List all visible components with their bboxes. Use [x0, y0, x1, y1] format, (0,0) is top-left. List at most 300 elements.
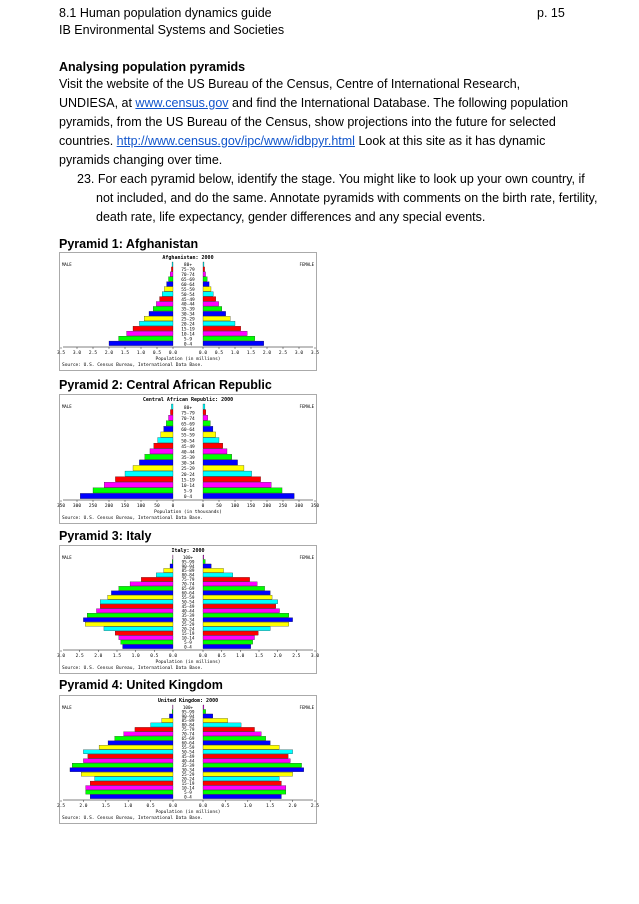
age-label: 35-39 [181, 613, 195, 619]
x-tick-label: 2.5 [310, 804, 320, 809]
age-label: 95-99 [181, 560, 195, 566]
pyramid-svg [56, 696, 320, 823]
task-number: 23. [77, 172, 95, 186]
age-label: 50-54 [181, 600, 195, 606]
female-bar [203, 618, 293, 622]
male-bar [135, 727, 173, 731]
female-bar [203, 292, 213, 297]
male-bar [170, 564, 173, 568]
x-tick-label: 3.0 [294, 351, 304, 356]
x-tick-label: 1.0 [230, 351, 240, 356]
age-label: 65-69 [181, 587, 195, 593]
male-bar [162, 292, 173, 297]
x-tick-label: 0 [171, 504, 175, 509]
male-bar [121, 640, 173, 644]
x-tick-label: 0.0 [198, 654, 208, 659]
chart-source: Source: U.S. Census Bureau, International Data Base. [62, 363, 203, 368]
male-bar [85, 622, 173, 626]
female-bar [203, 482, 271, 487]
x-tick-label: 200 [262, 504, 272, 509]
male-bar [169, 415, 173, 420]
age-label: 30-34 [181, 768, 195, 774]
chart-title: Afghanistan: 2000 [162, 255, 214, 261]
age-label: 10-14 [181, 483, 195, 489]
male-label: MALE [62, 262, 72, 267]
female-bar [203, 790, 286, 794]
header-title: 8.1 Human population dynamics guide [59, 6, 272, 20]
x-tick-label: 1.5 [112, 654, 122, 659]
male-bar [167, 282, 173, 287]
age-label: 20-24 [181, 322, 195, 328]
x-tick-label: 1.5 [254, 654, 264, 659]
male-bar [172, 709, 173, 713]
male-bar [171, 267, 173, 272]
female-bar [203, 613, 289, 617]
male-bar [90, 795, 173, 799]
female-bar [203, 564, 211, 568]
intro-text-2: and find the International Database. The following population pyramids, from the US Bureau of the Census, show projections into the future for selected countries. [59, 96, 569, 148]
pyramid-chart-united-kingdom [56, 695, 320, 824]
pyramid-svg [56, 395, 320, 523]
age-label: 95-99 [181, 710, 195, 716]
idbpyr-link[interactable]: http://www.census.gov/ipc/www/idbpyr.html [116, 134, 355, 148]
female-bar [203, 568, 224, 572]
x-axis-label: Population (in thousands) [154, 510, 222, 515]
x-tick-label: 300 [72, 504, 82, 509]
age-label: 50-54 [181, 439, 195, 445]
male-bar [115, 736, 173, 740]
x-tick-label: 2.5 [88, 351, 98, 356]
male-bar [72, 763, 173, 767]
male-bar [115, 631, 173, 635]
male-bar [70, 768, 173, 772]
female-bar [203, 438, 219, 443]
age-label: 65-69 [181, 737, 195, 743]
male-bar [86, 786, 173, 790]
x-axis-label: Population (in millions) [155, 357, 221, 362]
age-label: 30-34 [181, 312, 195, 318]
x-tick-label: 1.5 [120, 351, 130, 356]
female-bar [203, 432, 216, 437]
female-bar [203, 777, 279, 781]
x-tick-label: 0.5 [214, 351, 224, 356]
age-label: 5-9 [183, 489, 193, 495]
female-bar [203, 488, 282, 493]
female-bar [203, 415, 208, 420]
x-tick-label: 100 [136, 504, 146, 509]
female-bar [203, 727, 255, 731]
male-bar [160, 297, 173, 302]
female-bar [203, 745, 279, 749]
age-label: 55-59 [181, 596, 195, 602]
x-tick-label: 0.5 [221, 804, 230, 809]
female-bar [203, 631, 258, 635]
age-label: 25-29 [181, 772, 195, 778]
female-bar [203, 600, 278, 604]
male-bar [144, 316, 173, 321]
age-label: 0-4 [183, 495, 193, 501]
female-bar [203, 754, 288, 758]
male-bar [154, 443, 173, 448]
age-label: 25-29 [181, 317, 195, 323]
male-bar [145, 454, 173, 459]
male-bar [156, 302, 173, 307]
age-label: 100+ [182, 555, 194, 561]
female-bar [203, 781, 281, 785]
male-bar [83, 750, 173, 754]
x-tick-label: 0.5 [150, 654, 159, 659]
female-bar [203, 454, 232, 459]
male-bar [141, 577, 173, 581]
x-tick-label: 2.5 [75, 654, 84, 659]
age-label: 80-84 [181, 723, 195, 729]
chart-title: United Kingdom: 2000 [157, 698, 219, 704]
female-bar [203, 262, 204, 267]
female-bar [203, 426, 213, 431]
female-bar [203, 591, 270, 595]
age-label: 75-79 [181, 268, 195, 274]
x-tick-label: 2.5 [292, 654, 301, 659]
intro-text-1: Visit the website of the US Bureau of the Census, Centre of International Research, UNDIESA, at [59, 77, 521, 110]
x-tick-label: 150 [246, 504, 256, 509]
female-bar [203, 786, 286, 790]
chart-source: Source: U.S. Census Bureau, International Data Base. [62, 666, 203, 671]
female-bar [203, 493, 294, 498]
x-axis-label: Population (in millions) [155, 660, 221, 665]
male-bar [156, 573, 173, 577]
x-tick-label: 0.0 [168, 804, 178, 809]
male-bar [80, 493, 173, 498]
age-label: 55-59 [181, 433, 195, 439]
x-tick-label: 250 [88, 504, 98, 509]
male-bar [95, 777, 173, 781]
male-bar [127, 331, 173, 336]
age-label: 10-14 [181, 786, 195, 792]
x-tick-label: 50 [154, 504, 160, 509]
male-bar [166, 421, 173, 426]
age-label: 35-39 [181, 307, 195, 313]
x-tick-label: 100 [230, 504, 240, 509]
male-bar [124, 732, 173, 736]
female-bar [203, 577, 250, 581]
male-bar [104, 482, 173, 487]
x-tick-label: 3.0 [56, 654, 66, 659]
male-bar [90, 781, 173, 785]
x-tick-label: 3.5 [56, 351, 66, 356]
x-tick-label: 1.0 [131, 654, 140, 659]
x-tick-label: 50 [216, 504, 222, 509]
x-tick-label: 0.5 [217, 654, 226, 659]
pyramid-chart-central-african-republic [56, 394, 320, 524]
female-bar [203, 609, 280, 613]
age-label: 80-84 [181, 573, 195, 579]
age-label: 75-79 [181, 578, 195, 584]
age-label: 15-19 [181, 327, 195, 333]
male-bar [164, 287, 173, 292]
female-bar [203, 443, 223, 448]
age-label: 5-9 [184, 790, 192, 796]
female-bar [203, 297, 216, 302]
male-label: MALE [62, 705, 72, 710]
age-label: 20-24 [181, 472, 195, 478]
male-bar [100, 604, 173, 608]
chart-source: Source: U.S. Census Bureau, International Data Base. [62, 516, 203, 521]
age-label: 30-34 [181, 618, 195, 624]
age-label: 20-24 [181, 777, 195, 783]
chart-title: Central African Republic: 2000 [142, 397, 234, 403]
x-tick-label: 2.5 [278, 351, 288, 356]
female-bar [203, 465, 244, 470]
age-label: 5-9 [184, 640, 192, 646]
female-bar [203, 604, 276, 608]
age-label: 55-59 [181, 287, 195, 293]
x-tick-label: 0.0 [198, 351, 208, 356]
female-bar [203, 421, 210, 426]
female-label: FEMALE [299, 555, 314, 560]
female-bar [203, 768, 304, 772]
section-heading: Analysing population pyramids [59, 60, 246, 74]
pyramid-svg [56, 546, 320, 673]
female-bar [203, 341, 264, 346]
x-tick-label: 2.0 [288, 804, 297, 809]
female-bar [203, 750, 293, 754]
male-bar [170, 272, 173, 277]
male-bar [125, 471, 173, 476]
male-bar [153, 306, 173, 311]
male-bar [161, 432, 173, 437]
male-bar [170, 410, 173, 415]
age-label: 90-94 [181, 714, 195, 720]
x-tick-label: 2.5 [56, 804, 66, 809]
age-label: 40-44 [181, 609, 195, 615]
page-number: p. 15 [537, 6, 565, 20]
age-label: 40-44 [181, 450, 195, 456]
male-bar [108, 595, 173, 599]
female-bar [203, 477, 261, 482]
age-label: 35-39 [181, 763, 195, 769]
female-bar [203, 582, 257, 586]
intro-paragraph [59, 75, 579, 170]
task-text: For each pyramid below, identify the stage. You might like to look up your own country, if not included, and do the same. Annotate pyramids with comments on the birth rate, fertility, death rate, life expectancy, gender differences and any special events. [96, 172, 598, 224]
x-tick-label: 250 [278, 504, 288, 509]
x-tick-label: 1.0 [236, 654, 245, 659]
female-bar [203, 336, 255, 341]
age-label: 45-49 [181, 297, 195, 303]
x-tick-label: 1.0 [136, 351, 146, 356]
x-tick-label: 0.0 [168, 654, 178, 659]
x-tick-label: 200 [104, 504, 114, 509]
female-bar [203, 277, 207, 282]
female-bar [203, 555, 204, 559]
task-item [77, 170, 601, 227]
age-label: 65-69 [181, 422, 195, 428]
female-bar [203, 404, 205, 409]
x-tick-label: 0 [201, 504, 205, 509]
male-bar [96, 609, 173, 613]
male-bar [119, 586, 173, 590]
age-label: 25-29 [181, 622, 195, 628]
pyramid-chart-afghanistan [56, 252, 320, 371]
age-label: 40-44 [181, 302, 195, 308]
x-tick-label: 1.0 [243, 804, 252, 809]
male-label: MALE [62, 555, 72, 560]
female-bar [203, 709, 206, 713]
male-bar [171, 404, 173, 409]
female-bar [203, 645, 251, 649]
female-bar [203, 640, 253, 644]
x-tick-label: 2.0 [262, 351, 272, 356]
female-bar [203, 306, 222, 311]
male-bar [169, 714, 173, 718]
age-label: 60-64 [181, 282, 195, 288]
male-bar [83, 759, 173, 763]
pyramid-heading-1: Pyramid 1: Afghanistan [59, 237, 199, 251]
female-bar [203, 460, 238, 465]
female-label: FEMALE [299, 404, 314, 409]
female-bar [203, 723, 241, 727]
age-label: 30-34 [181, 461, 195, 467]
female-bar [203, 741, 270, 745]
x-tick-label: 2.0 [104, 351, 114, 356]
header-subtitle: IB Environmental Systems and Societies [59, 23, 285, 37]
x-tick-label: 0.0 [168, 351, 178, 356]
chart-source: Source: U.S. Census Bureau, International Data Base. [62, 816, 203, 821]
age-label: 40-44 [181, 759, 195, 765]
male-bar [88, 754, 173, 758]
chart-title: Italy: 2000 [171, 548, 205, 554]
female-bar [203, 732, 261, 736]
female-bar [203, 718, 228, 722]
pyramid-heading-4: Pyramid 4: United Kingdom [59, 678, 223, 692]
male-bar [162, 718, 173, 722]
age-label: 0-4 [183, 342, 193, 348]
male-bar [151, 723, 173, 727]
female-bar [203, 595, 272, 599]
male-bar [93, 488, 173, 493]
age-label: 55-59 [181, 746, 195, 752]
age-label: 35-39 [181, 456, 195, 462]
x-tick-label: 1.5 [101, 804, 110, 809]
male-bar [99, 745, 173, 749]
male-bar [172, 262, 173, 267]
x-tick-label: 2.0 [94, 654, 103, 659]
age-label: 45-49 [181, 605, 195, 611]
female-bar [203, 302, 219, 307]
female-bar [203, 636, 255, 640]
male-bar [83, 618, 173, 622]
x-tick-label: 0.0 [198, 804, 208, 809]
male-bar [119, 636, 173, 640]
x-tick-label: 3.5 [310, 351, 320, 356]
male-bar [81, 772, 173, 776]
x-tick-label: 0.5 [152, 351, 162, 356]
male-bar [130, 582, 173, 586]
female-bar [203, 622, 289, 626]
male-label: MALE [62, 404, 72, 409]
female-bar [203, 311, 226, 316]
x-tick-label: 300 [294, 504, 304, 509]
male-bar [169, 277, 173, 282]
female-bar [203, 559, 205, 563]
female-bar [203, 326, 241, 331]
age-label: 15-19 [181, 478, 195, 484]
census-link[interactable]: www.census.gov [135, 96, 229, 110]
age-label: 60-64 [181, 591, 195, 597]
x-tick-label: 1.5 [266, 804, 275, 809]
female-bar [203, 763, 302, 767]
x-axis-label: Population (in millions) [155, 810, 221, 815]
female-bar [203, 627, 270, 631]
female-label: FEMALE [299, 262, 314, 267]
male-bar [123, 645, 173, 649]
male-bar [149, 311, 173, 316]
age-label: 60-64 [181, 428, 195, 434]
age-label: 85-89 [181, 719, 195, 725]
x-tick-label: 2.0 [79, 804, 88, 809]
female-bar [203, 795, 281, 799]
male-bar [111, 591, 173, 595]
male-bar [108, 741, 173, 745]
male-bar [158, 438, 173, 443]
male-bar [133, 465, 173, 470]
female-bar [203, 267, 205, 272]
pyramid-svg [56, 253, 320, 370]
female-label: FEMALE [299, 705, 314, 710]
age-label: 80+ [183, 405, 193, 411]
female-bar [203, 586, 265, 590]
x-tick-label: 350 [56, 504, 66, 509]
female-bar [203, 331, 247, 336]
x-tick-label: 3.0 [310, 654, 320, 659]
female-bar [203, 410, 206, 415]
age-label: 50-54 [181, 750, 195, 756]
female-bar [203, 736, 266, 740]
age-label: 65-69 [181, 278, 195, 284]
female-bar [203, 573, 233, 577]
age-label: 10-14 [181, 332, 195, 338]
age-label: 75-79 [181, 411, 195, 417]
x-tick-label: 1.5 [246, 351, 256, 356]
male-bar [139, 460, 173, 465]
female-bar [203, 272, 206, 277]
age-label: 25-29 [181, 467, 195, 473]
male-bar [172, 559, 173, 563]
female-bar [203, 759, 290, 763]
pyramid-heading-2: Pyramid 2: Central African Republic [59, 378, 272, 392]
age-label: 70-74 [181, 732, 195, 738]
age-label: 75-79 [181, 728, 195, 734]
age-label: 90-94 [181, 564, 195, 570]
male-bar [86, 790, 173, 794]
female-bar [203, 321, 235, 326]
age-label: 10-14 [181, 636, 195, 642]
age-label: 20-24 [181, 627, 195, 633]
male-bar [115, 477, 173, 482]
x-tick-label: 350 [310, 504, 320, 509]
x-tick-label: 0.5 [146, 804, 155, 809]
male-bar [164, 568, 173, 572]
female-bar [203, 287, 211, 292]
pyramid-chart-italy [56, 545, 320, 674]
female-bar [203, 772, 293, 776]
x-tick-label: 2.0 [273, 654, 282, 659]
x-tick-label: 3.0 [72, 351, 82, 356]
age-label: 70-74 [181, 273, 195, 279]
female-bar [203, 449, 227, 454]
female-bar [203, 714, 213, 718]
female-bar [203, 705, 204, 709]
age-label: 15-19 [181, 631, 195, 637]
